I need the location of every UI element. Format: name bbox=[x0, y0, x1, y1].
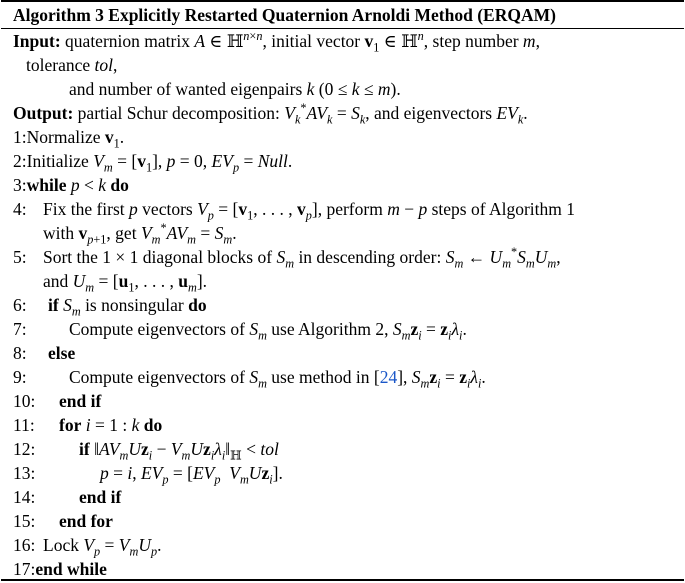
step-1: 1:Normalize $v_1$. bbox=[13, 127, 125, 151]
step-16: 16: Lock $V_p = V_mU_p$. bbox=[13, 535, 162, 559]
citation-link[interactable]: 24 bbox=[379, 367, 398, 387]
input-line-3: and number of wanted eigenpairs k (0 ≤ k ≤ m). bbox=[69, 79, 401, 99]
step-14: 14: end if bbox=[13, 487, 122, 507]
step-15: 15: end for bbox=[13, 511, 113, 531]
step-11: 11: for i = 1 : k do bbox=[13, 415, 163, 435]
step-6: 6: if $S_m$ is nonsingular do bbox=[13, 295, 207, 319]
step-5: 5: Sort the 1 × 1 diagonal blocks of $S_m$ in descending order: $S_m$ ← $U_m^*S_mU_m$, bbox=[13, 245, 561, 271]
step-13: 13: p = i, $EV_p = [EV_p$ $V_mUz_i$]. bbox=[13, 463, 283, 487]
step-10: 10: end if bbox=[13, 391, 102, 411]
input-line-2: tolerance tol, bbox=[26, 55, 118, 75]
step-4-cont: with $v_{p+1}$, get $V_m^*AV_m = S_m$. bbox=[43, 221, 237, 247]
algorithm-box bbox=[1, 0, 684, 581]
step-3: 3:while p < k do bbox=[13, 175, 129, 195]
step-8: 8: else bbox=[13, 343, 76, 363]
step-5-cont: and $U_m = [u_1$, . . . , $u_m$]. bbox=[43, 271, 208, 295]
output-line: Output: partial Schur decomposition: $V_k^*AV_k = S_k$, and eigenvectors $EV_k$. bbox=[13, 101, 528, 127]
step-7: 7: Compute eigenvectors of $S_m$ use Algorithm 2, $S_mz_i = z_i\lambda_i$. bbox=[13, 319, 467, 343]
algorithm-title: Algorithm 3 Explicitly Restarted Quaternion Arnoldi Method (ERQAM) bbox=[13, 5, 556, 25]
step-12: 12: if $‖AV_mUz_i$ − $V_mUz_i\lambda_i‖_ℍ$ < tol bbox=[13, 439, 279, 463]
step-9: 9: Compute eigenvectors of $S_m$ use method in [24], $S_mz_i = z_i\lambda_i$. bbox=[13, 367, 486, 391]
step-4: 4: Fix the first p vectors $V_p = [v_1$, . . . , $v_p$], perform m − p steps of Algorithm 1 bbox=[13, 199, 575, 223]
step-17: 17:end while bbox=[13, 559, 107, 579]
input-line-1: Input: quaternion matrix A ∈ ℍ$^{n\times n}$, initial vector $v_1$ ∈ ℍ$^n$, step number m, bbox=[13, 29, 540, 55]
step-2: 2:Initialize $V_m = [v_1]$, p = 0, $EV_p$ = Null. bbox=[13, 151, 293, 175]
